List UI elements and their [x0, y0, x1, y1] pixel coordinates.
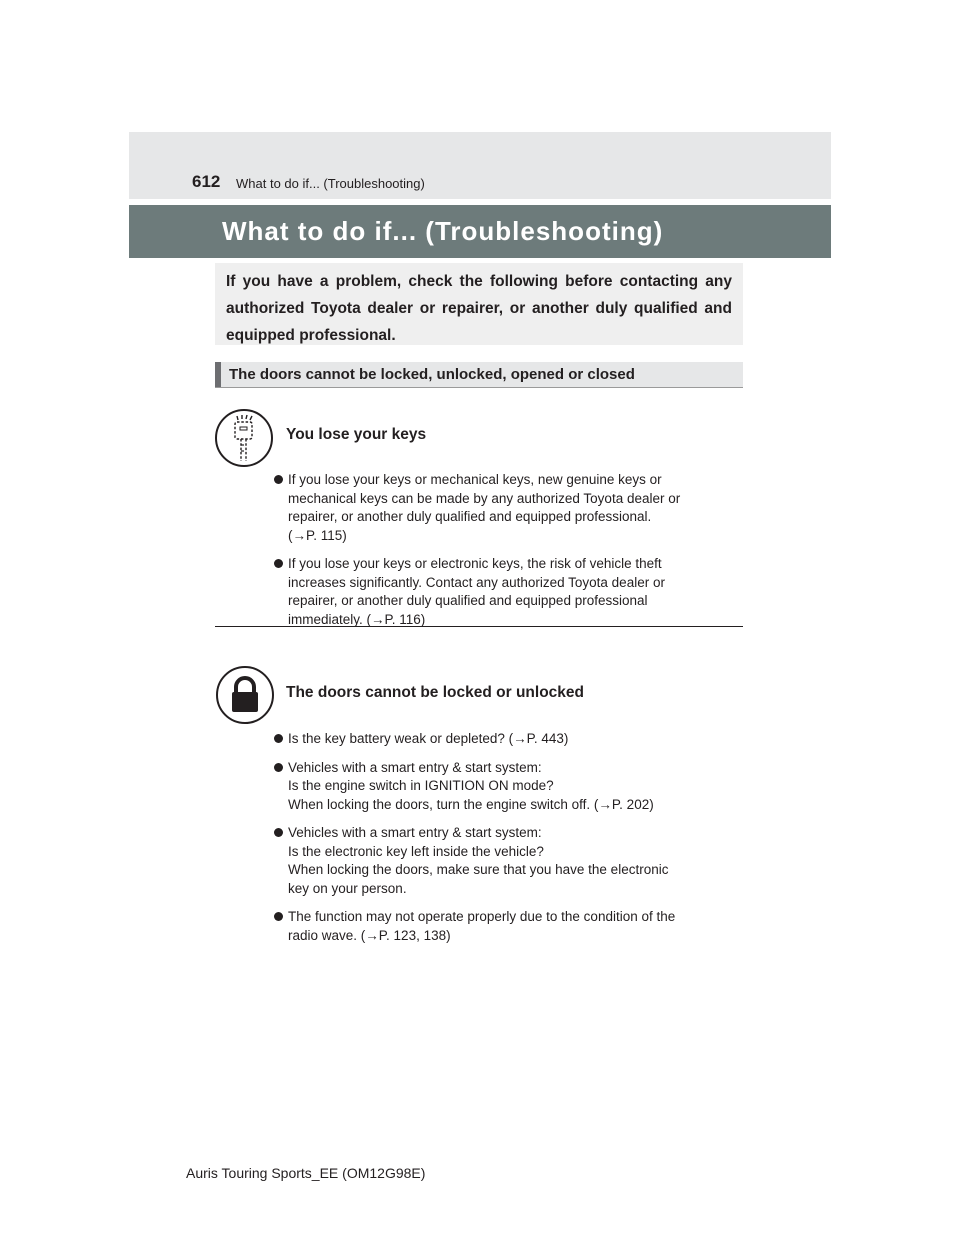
- text-line: The function may not operate properly due to the condition of the: [288, 909, 676, 924]
- text-line: Vehicles with a smart entry & start system:: [288, 759, 542, 775]
- key-icon-graphic: [217, 411, 271, 465]
- text-line: Is the electronic key left inside the vehicle?: [288, 843, 544, 859]
- page-reference: (→P. 115): [288, 527, 347, 543]
- section-accent: [215, 362, 221, 387]
- text-line: key on your person.: [288, 880, 407, 896]
- footer-model-code: Auris Touring Sports_EE (OM12G98E): [186, 1165, 426, 1181]
- section-title: The doors cannot be locked, unlocked, opened or closed: [229, 366, 635, 383]
- bullet-dot: [274, 828, 283, 837]
- list-item: [288, 908, 740, 945]
- text-line: Is the engine switch in IGNITION ON mode?: [288, 778, 554, 793]
- section-divider: [215, 626, 743, 627]
- intro-box: [215, 263, 743, 345]
- running-title: What to do if... (Troubleshooting): [236, 176, 425, 191]
- bullet-dot: [274, 559, 283, 568]
- list-item: [288, 824, 740, 898]
- cannot-lock-heading: The doors cannot be locked or unlocked: [286, 684, 584, 701]
- text-line: repairer, or another duly qualified and equipped professional: [288, 593, 648, 608]
- list-item: [288, 471, 740, 545]
- text-line: repairer, or another duly qualified and equipped professional.: [288, 509, 652, 524]
- text-line: If you lose your keys or mechanical keys, new genuine keys or: [288, 472, 662, 487]
- text-line: increases significantly. Contact any authorized Toyota dealer or: [288, 574, 665, 590]
- bullet-dot: [274, 475, 283, 484]
- header-band: [129, 132, 831, 199]
- intro-text: If you have a problem, check the following before contacting any authorized Toyota dealer or repairer, or another duly qualified and equipped professional.: [226, 273, 732, 344]
- padlock-icon: [216, 666, 274, 724]
- page-number: 612: [192, 172, 221, 191]
- list-item: [288, 555, 740, 629]
- list-item: [288, 759, 740, 815]
- text-line: When locking the doors, turn the engine switch off. (→P. 202): [288, 796, 654, 812]
- cannot-lock-list: [288, 730, 740, 955]
- text-line: immediately. (→P. 116): [288, 611, 426, 627]
- text-line: Is the key battery weak or depleted? (→P. 443): [288, 731, 569, 746]
- bullet-dot: [274, 912, 283, 921]
- bullet-dot: [274, 734, 283, 743]
- text-line: When locking the doors, make sure that you have the electronic: [288, 862, 669, 877]
- lost-keys-heading: You lose your keys: [286, 426, 427, 443]
- list-item: [288, 730, 740, 749]
- text-line: mechanical keys can be made by any authorized Toyota dealer or: [288, 490, 681, 506]
- text-line: Vehicles with a smart entry & start system:: [288, 825, 542, 840]
- lost-keys-list: [288, 471, 740, 639]
- page-title: What to do if... (Troubleshooting): [222, 216, 664, 246]
- key-icon: [215, 409, 273, 467]
- text-line: If you lose your keys or electronic keys, the risk of vehicle theft: [288, 556, 662, 571]
- section-bar: [215, 362, 743, 388]
- text-line: radio wave. (→P. 123, 138): [288, 927, 451, 943]
- bullet-dot: [274, 763, 283, 772]
- padlock-icon-graphic: [218, 668, 272, 722]
